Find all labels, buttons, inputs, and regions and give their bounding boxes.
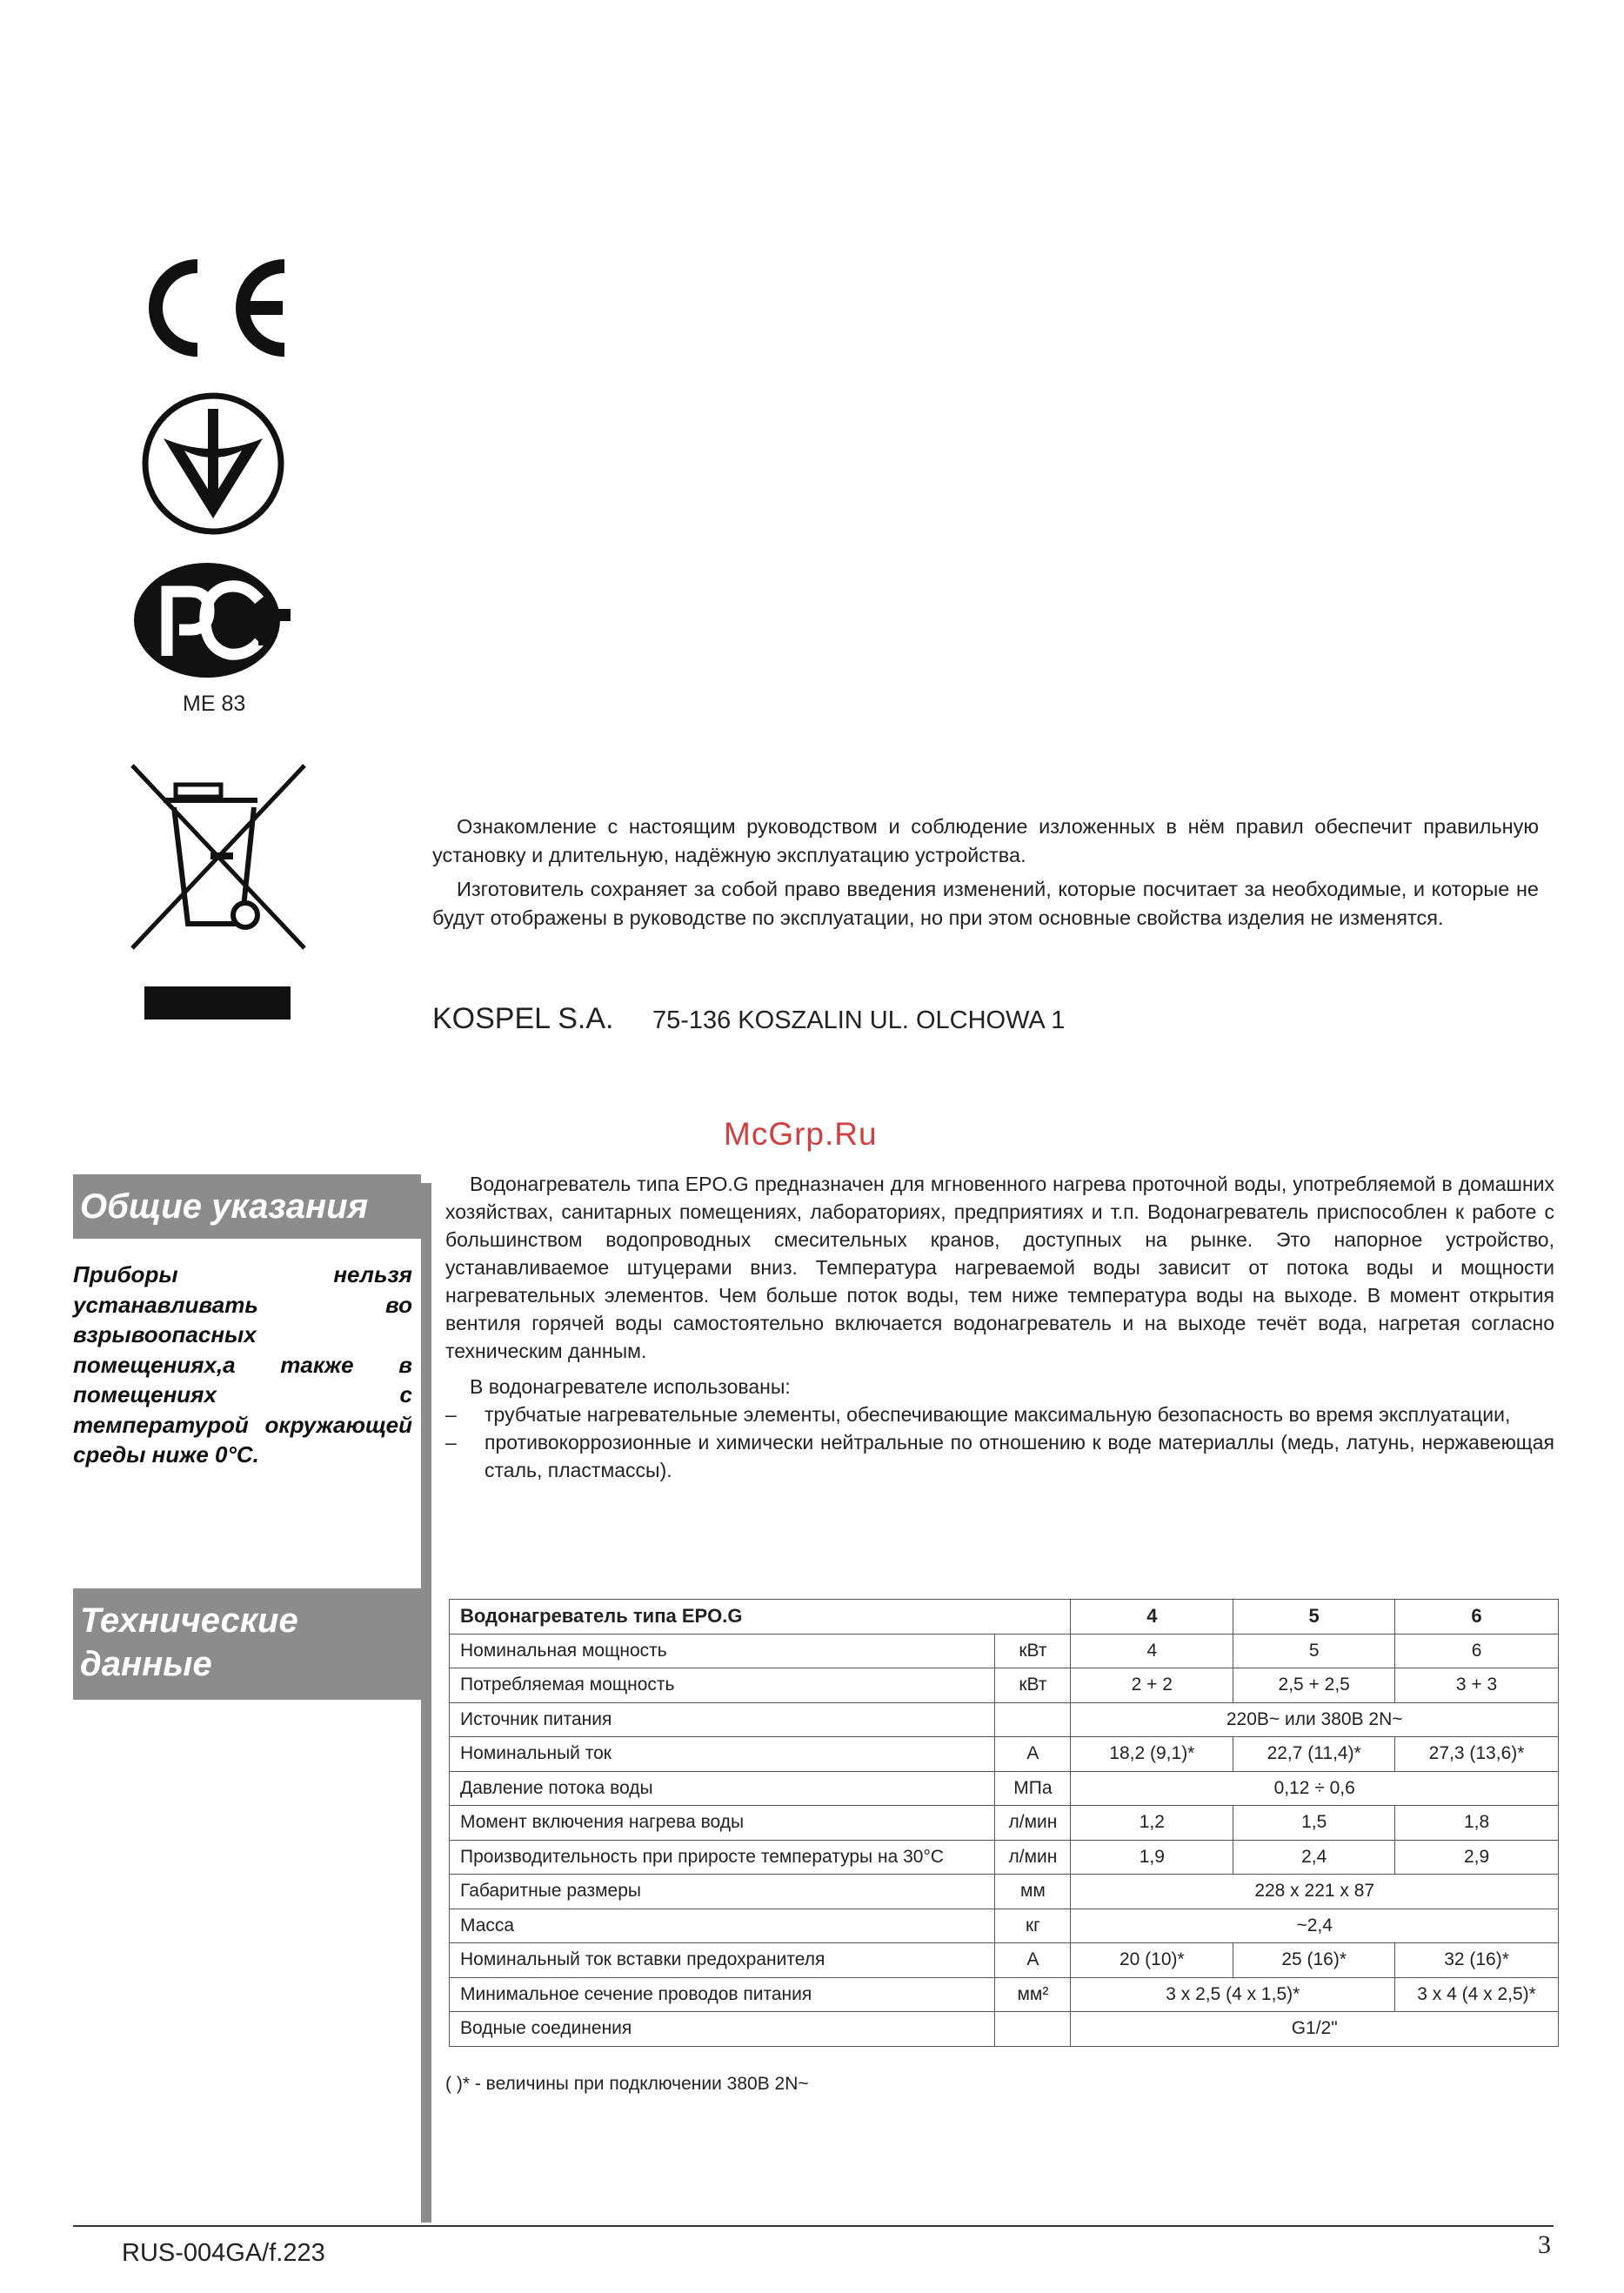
table-header-label: Водонагреватель типа EPO.G [450,1600,1071,1635]
row-value: 3 x 4 (4 x 2,5)* [1395,1977,1559,2012]
tech-title-line2: данные [80,1645,212,1683]
row-value: 228 x 221 x 87 [1071,1875,1559,1909]
row-label: Источник питания [450,1702,995,1737]
watermark: McGrp.Ru [724,1116,878,1152]
row-unit: А [995,1737,1071,1772]
list-item [445,1401,1554,1428]
row-label: Момент включения нагрева воды [450,1806,995,1841]
row-value: 27,3 (13,6)* [1395,1737,1559,1772]
rst-mark-icon [132,562,292,679]
row-label: Номинальная мощность [450,1634,995,1668]
row-value: G1/2" [1071,2012,1559,2047]
row-unit: мм [995,1875,1071,1909]
row-unit [995,2012,1071,2047]
intro-paragraph-1: Ознакомление с настоящим руководством и соблюдение изложенных в нём правил обеспечит правильную установку и длительную, надёжную эксплуатацию устройства. [432,815,1539,866]
general-used-intro: В водонагревателе использованы: [470,1375,791,1398]
list-item-text: противокоррозионные и химически нейтральные по отношению к воде материаллы (медь, латунь, нержавеющая сталь, пластмассы). [485,1431,1554,1481]
table-header-model: 4 [1071,1600,1233,1635]
table-row [450,1909,1559,1943]
row-unit: л/мин [995,1840,1071,1875]
row-value: 3 x 2,5 (4 x 1,5)* [1071,1977,1395,2012]
row-label: Номинальный ток вставки предохранителя [450,1943,995,1978]
row-value: 2,4 [1233,1840,1395,1875]
general-text [445,1170,1554,1484]
weee-bar [144,986,291,1019]
general-warning: Приборы нельзя устанавливать во взрывоопасных помещениях,а также в помещениях с температурой окружающей среды ниже 0°C. [73,1261,412,1467]
list-item-text: трубчатые нагревательные элементы, обеспечивающие максимальную безопасность во время эксплуатации, [485,1403,1511,1426]
row-unit: кВт [995,1634,1071,1668]
row-value: 6 [1395,1634,1559,1668]
intro-text [432,812,1539,933]
intro-paragraph-2: Изготовитель сохраняет за собой право введения изменений, которые посчитает за необходимые, и которые не будут отображены в руководстве по эксплуатации, но при этом основные свойства изделия не изменятся. [432,878,1539,929]
table-header-model: 6 [1395,1600,1559,1635]
table-row [450,1737,1559,1772]
row-label: Водные соединения [450,2012,995,2047]
table-header-row [450,1600,1559,1635]
weee-crossed-bin-icon [127,762,310,952]
table-row [450,1771,1559,1806]
row-value: 0,12 ÷ 0,6 [1071,1771,1559,1806]
row-label: Минимальное сечение проводов питания [450,1977,995,2012]
table-header-model: 5 [1233,1600,1395,1635]
tech-title-line1: Технические [80,1601,298,1640]
row-value: 18,2 (9,1)* [1071,1737,1233,1772]
table-row [450,1977,1559,2012]
page-number: 3 [1538,2230,1551,2259]
row-value: 5 [1233,1634,1395,1668]
row-value: 1,8 [1395,1806,1559,1841]
row-value: 32 (16)* [1395,1943,1559,1978]
table-row [450,1634,1559,1668]
company-line [432,1002,1065,1036]
row-unit: л/мин [995,1806,1071,1841]
row-label: Масса [450,1909,995,1943]
row-unit [995,1702,1071,1737]
ukrsepro-mark-icon [139,390,287,538]
row-unit: кВт [995,1668,1071,1703]
row-value: 22,7 (11,4)* [1233,1737,1395,1772]
row-value: 2,5 + 2,5 [1233,1668,1395,1703]
row-label: Потребляемая мощность [450,1668,995,1703]
ce-mark-icon [135,254,291,362]
row-value: 4 [1071,1634,1233,1668]
row-value: 3 + 3 [1395,1668,1559,1703]
footer-rule [73,2225,1554,2227]
table-row [450,1875,1559,1909]
company-name: KOSPEL S.A. [432,1002,614,1035]
row-unit: кг [995,1909,1071,1943]
general-paragraph: Водонагреватель типа EPO.G предназначен для мгновенного нагрева проточной воды, употребляемой в домашних хозяйствах, санитарных помещениях, лабораториях, предприятиях и т.п. Водонагреватель приспособлен к работе с большинством водопроводных смесительных кранов, доступных на рынке. Это напорное устройство, устанавливаемое штуцерами вниз. Температура нагреваемой воды зависит от потока воды и мощности нагревательных элементов. Чем больше поток воды, тем ниже температура воды на выходе. В момент открытия вентиля горячей воды самостоятельно включается водонагреватель и на выходе течёт вода, нагретая согласно техническим данным. [445,1173,1554,1362]
row-value: 25 (16)* [1233,1943,1395,1978]
rst-code: ME 83 [183,692,246,716]
list-dash: – [445,1431,457,1454]
general-title: Общие указания [80,1187,369,1226]
tech-data-table [449,1599,1559,2047]
table-row [450,1668,1559,1703]
table-row [450,1943,1559,1978]
row-value: 220В~ или 380В 2N~ [1071,1702,1559,1737]
row-label: Номинальный ток [450,1737,995,1772]
list-item [445,1428,1554,1484]
section-title-general [73,1174,421,1239]
row-unit: мм² [995,1977,1071,2012]
table-row [450,1702,1559,1737]
table-row [450,1840,1559,1875]
row-label: Давление потока воды [450,1771,995,1806]
row-label: Производительность при приросте температуры на 30°C [450,1840,995,1875]
table-row [450,1806,1559,1841]
row-value: 1,5 [1233,1806,1395,1841]
row-unit: МПа [995,1771,1071,1806]
row-value: 1,2 [1071,1806,1233,1841]
footer-doc-code: RUS-004GA/f.223 [122,2239,325,2267]
row-value: 20 (10)* [1071,1943,1233,1978]
table-row [450,2012,1559,2047]
row-unit: А [995,1943,1071,1978]
row-label: Габаритные размеры [450,1875,995,1909]
list-dash: – [445,1403,457,1426]
row-value: 2 + 2 [1071,1668,1233,1703]
row-value: 2,9 [1395,1840,1559,1875]
company-address: 75-136 KOSZALIN UL. OLCHOWA 1 [652,1006,1066,1034]
section-title-tech [73,1588,421,1700]
row-value: 1,9 [1071,1840,1233,1875]
row-value: ~2,4 [1071,1909,1559,1943]
table-footnote: ( )* - величины при подключении 380В 2N~ [445,2074,809,2094]
sidebar-divider [421,1183,431,2223]
